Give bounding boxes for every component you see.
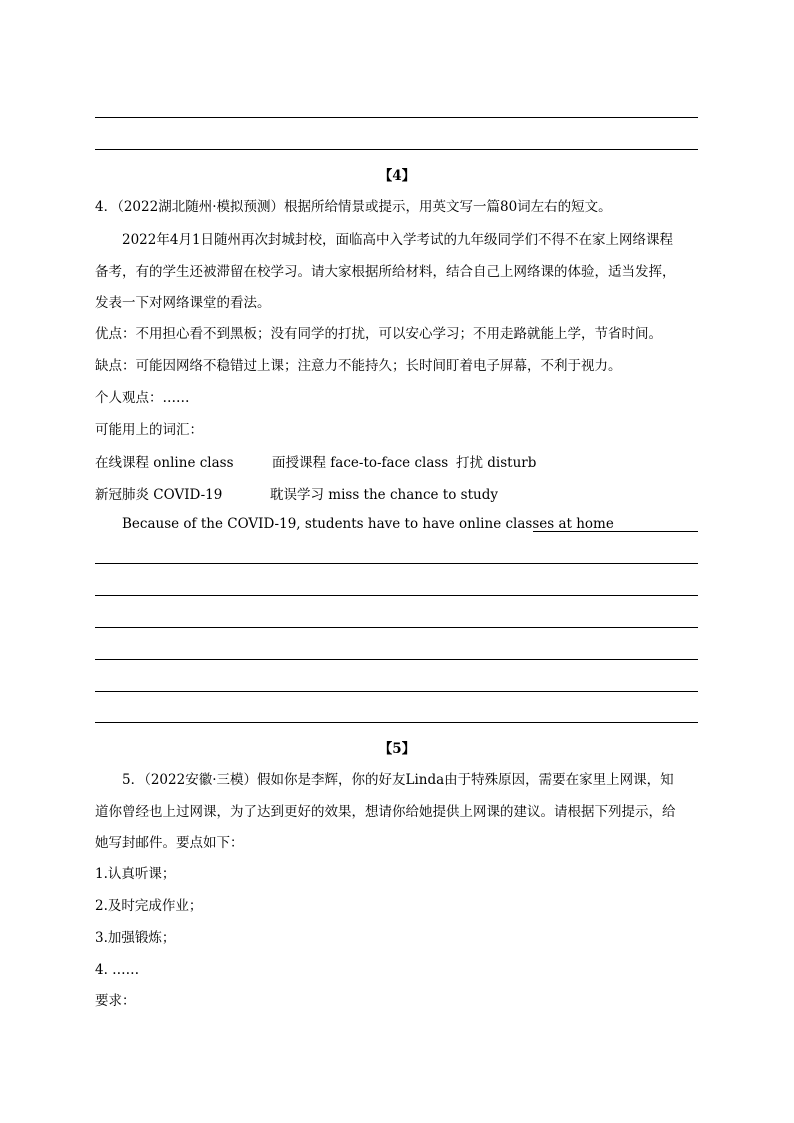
answer-line bbox=[95, 595, 698, 596]
point-item: 1.认真听课； bbox=[95, 866, 176, 882]
requirements-label: 要求： bbox=[95, 993, 136, 1009]
question-5-line: 她写封邮件。要点如下： bbox=[95, 835, 244, 851]
answer-line bbox=[95, 659, 698, 660]
vocab-item: 耽误学习 miss the chance to study bbox=[270, 487, 498, 503]
vocab-item: 新冠肺炎 COVID-19 bbox=[95, 487, 223, 503]
question-4-text: 4．（2022湖北随州·模拟预测）根据所给情景或提示，用英文写一篇80词左右的短文。 bbox=[95, 199, 612, 215]
answer-line bbox=[95, 117, 698, 118]
question-5-line: 5．（2022安徽·三模）假如你是李辉，你的好友Linda由于特殊原因，需要在家里上网课，知 bbox=[122, 772, 674, 788]
answer-line bbox=[95, 149, 698, 150]
vocab-title: 可能用上的词汇： bbox=[95, 422, 203, 438]
start-sentence: Because of the COVID-19, students have to have online classes at home bbox=[122, 516, 614, 532]
answer-line bbox=[95, 627, 698, 628]
prompt-line: 备考，有的学生还被滞留在校学习。请大家根据所给材料，结合自己上网络课的体验，适当发挥， bbox=[95, 264, 676, 280]
answer-line bbox=[95, 691, 698, 692]
answer-line bbox=[95, 722, 698, 723]
point-item: 2.及时完成作业； bbox=[95, 898, 203, 914]
pros-text: 优点：不用担心看不到黑板；没有同学的打扰，可以安心学习；不用走路就能上学，节省时间。 bbox=[95, 326, 662, 342]
question-5-line: 道你曾经也上过网课，为了达到更好的效果，想请你给她提供上网课的建议。请根据下列提示，给 bbox=[95, 804, 676, 820]
answer-line bbox=[533, 531, 698, 532]
opinion-text: 个人观点：…… bbox=[95, 390, 190, 406]
answer-line bbox=[95, 563, 698, 564]
vocab-item: 打扰 disturb bbox=[456, 455, 537, 471]
cons-text: 缺点：可能因网络不稳错过上课；注意力不能持久；长时间盯着电子屏幕，不利于视力。 bbox=[95, 358, 622, 374]
section-heading-5: 【5】 bbox=[378, 741, 416, 757]
prompt-line: 发表一下对网络课堂的看法。 bbox=[95, 295, 271, 311]
vocab-item: 面授课程 face-to-face class bbox=[272, 455, 449, 471]
section-heading-4: 【4】 bbox=[378, 168, 416, 184]
point-item: 4. …… bbox=[95, 962, 140, 978]
point-item: 3.加强锻炼； bbox=[95, 930, 176, 946]
vocab-item: 在线课程 online class bbox=[95, 455, 234, 471]
prompt-line: 2022年4月1日随州再次封城封校，面临高中入学考试的九年级同学们不得不在家上网络课程 bbox=[122, 232, 674, 248]
